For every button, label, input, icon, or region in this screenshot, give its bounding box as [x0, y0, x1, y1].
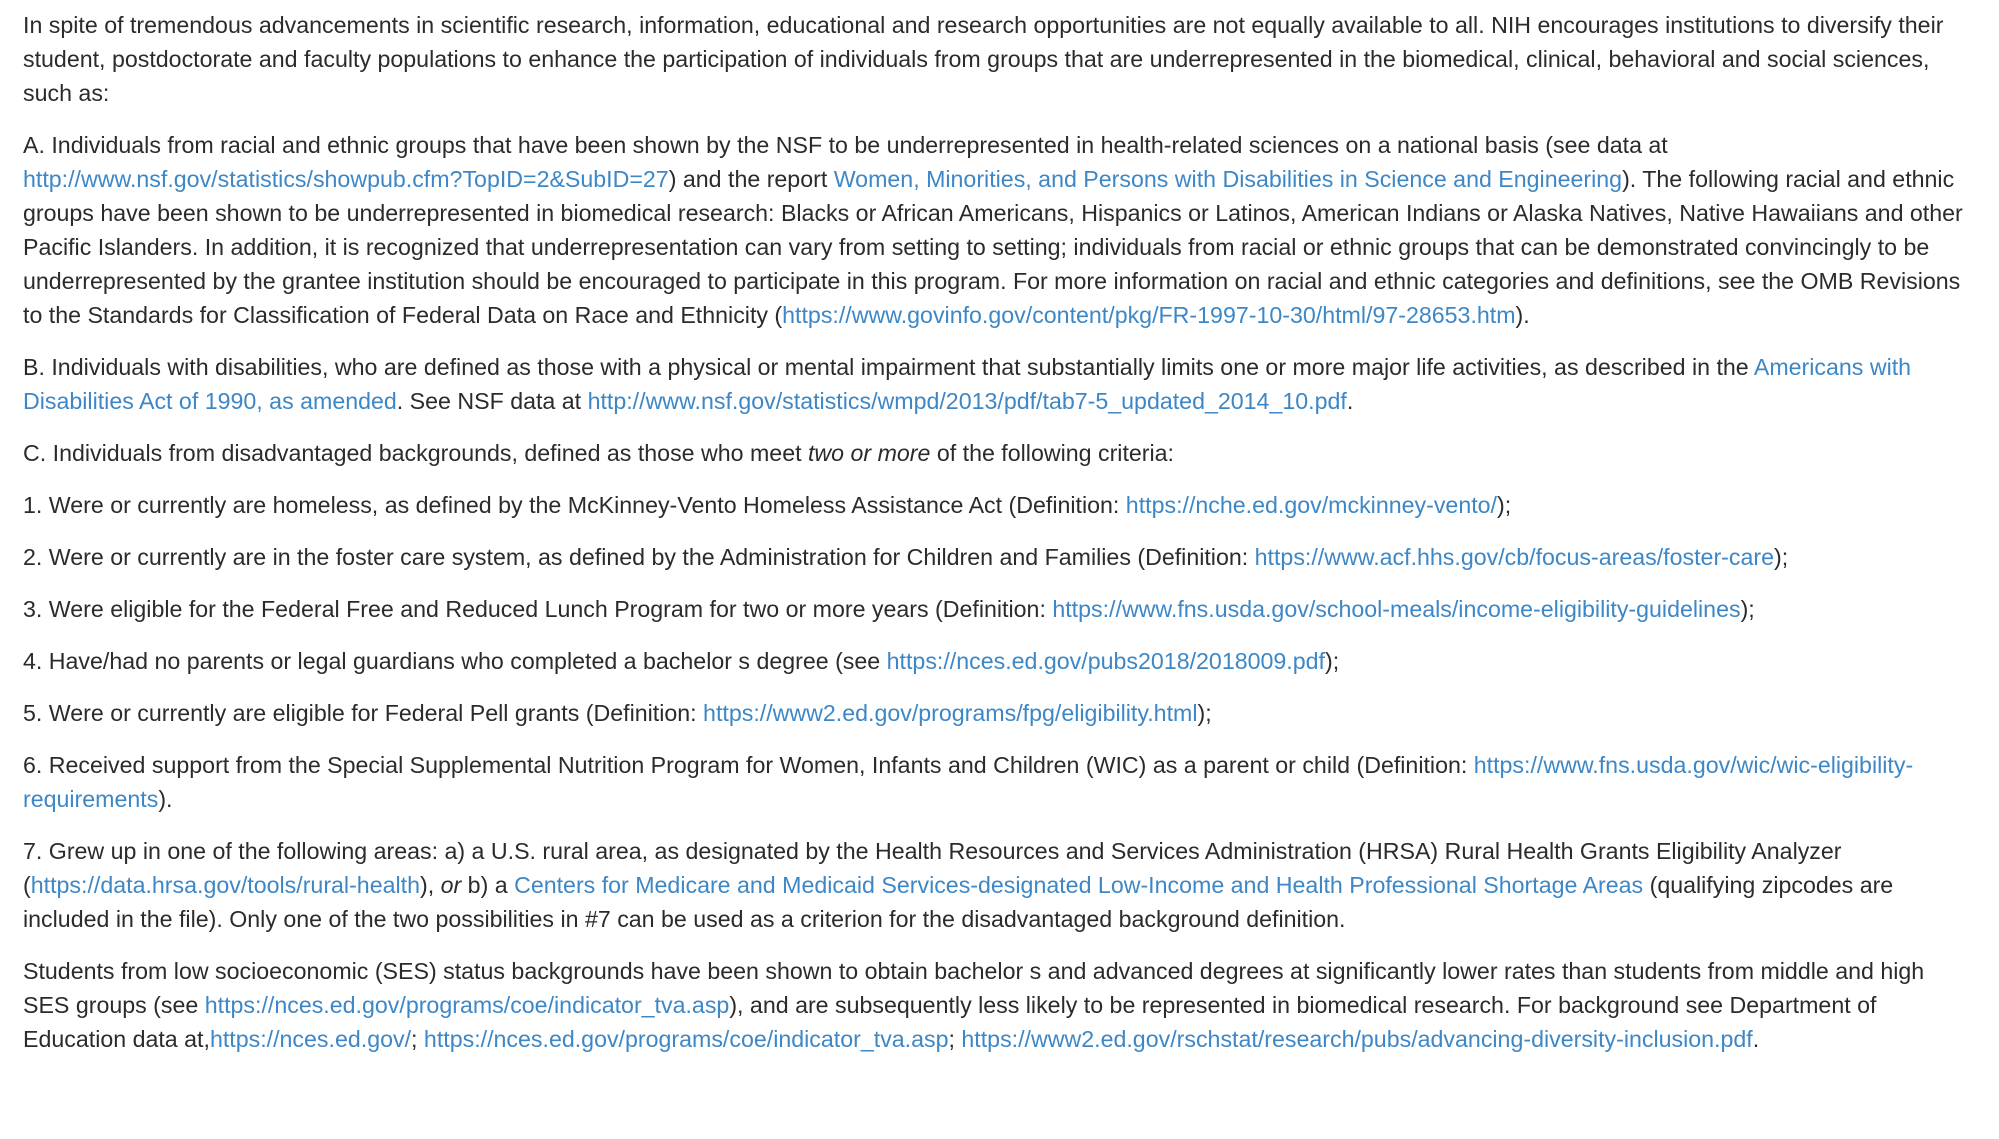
criterion-item	[23, 644, 1976, 678]
nces-indicator-link[interactable]: https://nces.ed.gov/programs/coe/indicator_tva.asp	[204, 992, 730, 1018]
section-c-text: of the following criteria:	[930, 440, 1174, 466]
section-b-text: .	[1346, 388, 1354, 414]
criterion-text: 6. Received support from the Special Supplemental Nutrition Program for Women, Infants and Children (WIC) as a parent or child (Definition:	[23, 752, 1474, 778]
criterion-item	[23, 696, 1976, 730]
ses-paragraph	[23, 954, 1976, 1056]
ed-diversity-pdf-link[interactable]: https://www2.ed.gov/rschstat/research/pubs/advancing-diversity-inclusion.pdf	[961, 1026, 1753, 1052]
section-c-text: C. Individuals from disadvantaged backgrounds, defined as those who meet	[23, 440, 808, 466]
section-b-text: . See NSF data at	[396, 388, 588, 414]
criterion-emphasis: or	[440, 872, 462, 898]
criterion-text: 2. Were or currently are in the foster care system, as defined by the Administration for Children and Families (Definition:	[23, 544, 1255, 570]
cms-shortage-areas-link[interactable]: Centers for Medicare and Medicaid Services-designated Low-Income and Health Professional Shortage Areas	[514, 872, 1644, 898]
criterion-item	[23, 540, 1976, 574]
nsf-showpub-link[interactable]: http://www.nsf.gov/statistics/showpub.cfm?TopID=2&SubID=27	[23, 166, 669, 192]
wmpd-report-link[interactable]: Women, Minorities, and Persons with Disabilities in Science and Engineering	[833, 166, 1623, 192]
criterion-link[interactable]: https://nces.ed.gov/pubs2018/2018009.pdf	[886, 648, 1325, 674]
section-a-text: A. Individuals from racial and ethnic groups that have been shown by the NSF to be underrepresented in health-related sciences on a national basis (see data at	[23, 132, 1668, 158]
section-a-paragraph	[23, 128, 1976, 332]
section-b-text: B. Individuals with disabilities, who are defined as those with a physical or mental impairment that substantially limits one or more major life activities, as described in the	[23, 354, 1754, 380]
ses-text: ;	[948, 1026, 962, 1052]
criterion-text: ),	[420, 872, 441, 898]
section-a-text: ) and the report	[668, 166, 834, 192]
criterion-text: (qualifying zipcodes are included in the file). Only one of the two possibilities in #7 can be used as a criterion for the disadvantaged background definition.	[23, 872, 1894, 932]
ada-link[interactable]: Americans with Disabilities Act of 1990, as amended	[23, 354, 1912, 414]
criterion-text: ).	[158, 786, 173, 812]
criterion-text: );	[1197, 700, 1212, 726]
section-c-paragraph	[23, 436, 1976, 470]
criterion-text: );	[1740, 596, 1755, 622]
nces-indicator-link-2[interactable]: https://nces.ed.gov/programs/coe/indicator_tva.asp	[423, 1026, 949, 1052]
criterion-text: b) a	[461, 872, 515, 898]
criterion-link[interactable]: https://www.fns.usda.gov/school-meals/income-eligibility-guidelines	[1052, 596, 1741, 622]
section-b-paragraph	[23, 350, 1976, 418]
ses-text: ;	[411, 1026, 424, 1052]
section-a-text: ).	[1515, 302, 1530, 328]
criterion-text: 4. Have/had no parents or legal guardians who completed a bachelor s degree (see	[23, 648, 887, 674]
criterion-item	[23, 488, 1976, 522]
criterion-text: 1. Were or currently are homeless, as defined by the McKinney-Vento Homeless Assistance Act (Definition:	[23, 492, 1126, 518]
criterion-link[interactable]: https://www2.ed.gov/programs/fpg/eligibility.html	[703, 700, 1198, 726]
govinfo-link[interactable]: https://www.govinfo.gov/content/pkg/FR-1997-10-30/html/97-28653.htm	[782, 302, 1516, 328]
criterion-text: 5. Were or currently are eligible for Federal Pell grants (Definition:	[23, 700, 704, 726]
nces-home-link[interactable]: https://nces.ed.gov/	[209, 1026, 412, 1052]
section-a-text: ). The following racial and ethnic groups have been shown to be underrepresented in biomedical research: Blacks or African Americans, Hispanics or Latinos, American Indians or Alaska Natives, Native Hawaiians and other Pacific Islanders. In addition, it is recognized that underrepresentation can vary from setting to setting; individuals from racial or ethnic groups that can be demonstrated convincingly to be underrepresented by the grantee institution should be encouraged to participate in this program. For more information on racial and ethnic categories and definitions, see the OMB Revisions to the Standards for Classification of Federal Data on Race and Ethnicity (	[23, 166, 1963, 328]
criterion-text: 3. Were eligible for the Federal Free and Reduced Lunch Program for two or more years (Definition:	[23, 596, 1053, 622]
criterion-text: 7. Grew up in one of the following areas: a) a U.S. rural area, as designated by the Health Resources and Services Administration (HRSA) Rural Health Grants Eligibility Analyzer (	[23, 838, 1842, 898]
nsf-wmpd-pdf-link[interactable]: http://www.nsf.gov/statistics/wmpd/2013/pdf/tab7-5_updated_2014_10.pdf	[587, 388, 1347, 414]
intro-paragraph	[23, 8, 1976, 110]
criterion-link[interactable]: https://nche.ed.gov/mckinney-vento/	[1125, 492, 1498, 518]
criterion-text: );	[1497, 492, 1512, 518]
criterion-item-7	[23, 834, 1976, 936]
intro-text: In spite of tremendous advancements in scientific research, information, educational and research opportunities are not equally available to all. NIH encourages institutions to diversify their student, postdoctorate and faculty populations to enhance the participation of individuals from groups that are underrepresented in the biomedical, clinical, behavioral and social sciences, such as:	[23, 12, 1944, 106]
criterion-item	[23, 592, 1976, 626]
ses-text: Students from low socioeconomic (SES) status backgrounds have been shown to obtain bachelor s and advanced degrees at significantly lower rates than students from middle and high SES groups (see	[23, 958, 1925, 1018]
hrsa-rural-health-link[interactable]: https://data.hrsa.gov/tools/rural-health	[30, 872, 420, 898]
criterion-text: );	[1324, 648, 1340, 674]
ses-text: ), and are subsequently less likely to be represented in biomedical research. For background see Department of Education data at,	[23, 992, 1877, 1052]
ses-text: .	[1752, 1026, 1760, 1052]
criterion-link[interactable]: https://www.acf.hhs.gov/cb/focus-areas/foster-care	[1254, 544, 1775, 570]
criterion-link[interactable]: https://www.fns.usda.gov/wic/wic-eligibility-requirements	[23, 752, 1914, 812]
criterion-item	[23, 748, 1976, 816]
criterion-text: );	[1774, 544, 1789, 570]
section-c-emphasis: two or more	[807, 440, 931, 466]
